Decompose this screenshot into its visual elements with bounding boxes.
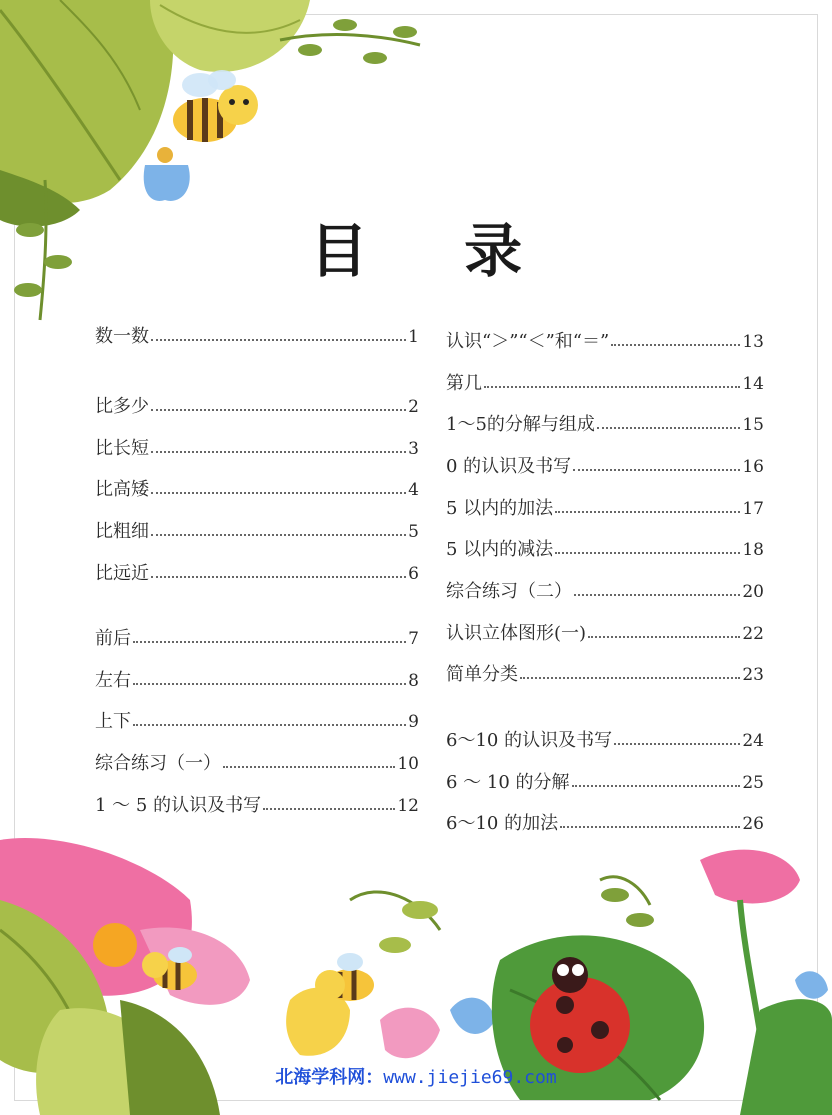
toc-entry[interactable] — [446, 494, 764, 524]
toc-entry-title: 比粗细 — [95, 521, 149, 542]
toc-entry[interactable] — [446, 726, 764, 756]
toc-entry-page: 17 — [742, 499, 764, 519]
toc-entry-title: 综合练习（一） — [95, 753, 221, 774]
dot-leader — [572, 785, 741, 787]
toc-entry-page: 14 — [742, 374, 764, 394]
toc-entry-title: 5 以内的加法 — [446, 498, 554, 519]
toc-entry-page: 24 — [742, 731, 764, 751]
toc-entry[interactable] — [446, 809, 764, 839]
toc-entry[interactable] — [95, 791, 419, 821]
toc-entry[interactable] — [446, 327, 764, 357]
dot-leader — [520, 677, 740, 679]
toc-entry-page: 20 — [742, 582, 764, 602]
dot-leader — [560, 826, 740, 828]
toc-entry-page: 18 — [742, 540, 764, 560]
dot-leader — [151, 409, 406, 411]
toc-entry-page: 1 — [408, 327, 419, 347]
toc-entry-page: 2 — [408, 397, 419, 417]
toc-entry-page: 26 — [742, 814, 764, 834]
toc-entry-page: 25 — [742, 773, 764, 793]
dot-leader — [597, 427, 740, 429]
toc-entry-title: 比远近 — [95, 563, 149, 584]
toc-entry-page: 12 — [397, 796, 419, 816]
toc-entry-page: 5 — [408, 522, 419, 542]
toc-entry-page: 22 — [742, 624, 764, 644]
toc-entry[interactable] — [95, 749, 419, 779]
dot-leader — [573, 469, 740, 471]
toc-entry-title: 1～5的分解与组成 — [446, 414, 595, 435]
toc-entry-title: 1 ～ 5 的认识及书写 — [95, 795, 262, 816]
toc-entry-page: 15 — [742, 415, 764, 435]
toc-entry-title: 数一数 — [95, 326, 149, 347]
toc-entry[interactable] — [95, 475, 419, 505]
dot-leader — [555, 511, 740, 513]
toc-entry[interactable] — [446, 369, 764, 399]
toc-entry[interactable] — [446, 577, 764, 607]
toc-entry-title: 6～10 的加法 — [446, 813, 559, 834]
dot-leader — [555, 552, 740, 554]
toc-entry[interactable] — [446, 768, 764, 798]
toc-entry-page: 8 — [408, 671, 419, 691]
toc-entry-title: 认识“＞”“＜”和“＝” — [446, 331, 610, 352]
toc-entry-page: 13 — [742, 332, 764, 352]
bee-bottom-center — [315, 953, 374, 1001]
toc-entry[interactable] — [95, 707, 419, 737]
toc-entry-title: 5 以内的减法 — [446, 539, 554, 560]
toc-entry-title: 比多少 — [95, 396, 149, 417]
dot-leader — [263, 808, 395, 810]
watermark-url[interactable]: www.jiejie69.com — [383, 1067, 557, 1088]
dot-leader — [574, 594, 740, 596]
toc-entry[interactable] — [95, 666, 419, 696]
toc-entry[interactable] — [446, 535, 764, 565]
toc-entry[interactable] — [95, 322, 419, 352]
toc-entry-title: 简单分类 — [446, 664, 518, 685]
dot-leader — [133, 641, 406, 643]
dot-leader — [133, 724, 406, 726]
toc-entry[interactable] — [95, 624, 419, 654]
watermark-footer — [0, 1063, 832, 1089]
toc-entry-title: 综合练习（二） — [446, 581, 572, 602]
toc-entry-title: 比长短 — [95, 438, 149, 459]
dot-leader — [151, 576, 406, 578]
dot-leader — [614, 743, 740, 745]
toc-entry-title: 上下 — [95, 711, 131, 732]
dot-leader — [151, 534, 406, 536]
page-title: 目 录 — [309, 217, 561, 285]
toc-entry-page: 9 — [408, 712, 419, 732]
toc-entry[interactable] — [446, 452, 764, 482]
dot-leader — [133, 683, 406, 685]
toc-entry[interactable] — [95, 559, 419, 589]
toc-entry[interactable] — [95, 434, 419, 464]
toc-entry-title: 6 ～ 10 的分解 — [446, 772, 570, 793]
dot-leader — [484, 386, 740, 388]
toc-entry-page: 10 — [397, 754, 419, 774]
toc-entry[interactable] — [95, 517, 419, 547]
toc-entry-page: 3 — [408, 439, 419, 459]
toc-entry-page: 4 — [408, 480, 419, 500]
toc-entry-title: 比高矮 — [95, 479, 149, 500]
dot-leader — [223, 766, 395, 768]
watermark-site-name: 北海学科网： — [275, 1067, 384, 1088]
toc-entry-title: 6～10 的认识及书写 — [446, 730, 613, 751]
toc-entry-title: 认识立体图形(一) — [446, 623, 587, 644]
dot-leader — [588, 636, 740, 638]
toc-entry-page: 16 — [742, 457, 764, 477]
toc-entry[interactable] — [446, 410, 764, 440]
toc-entry-title: 0 的认识及书写 — [446, 456, 572, 477]
bluebell-flower — [144, 147, 190, 201]
toc-entry-page: 6 — [408, 564, 419, 584]
dot-leader — [151, 339, 406, 341]
dot-leader — [151, 492, 406, 494]
toc-entry-title: 前后 — [95, 628, 131, 649]
bee-top — [173, 70, 258, 142]
toc-entry-page: 7 — [408, 629, 419, 649]
toc-entry-title: 第几 — [446, 373, 482, 394]
toc-entry[interactable] — [446, 619, 764, 649]
dot-leader — [151, 451, 406, 453]
dot-leader — [611, 344, 740, 346]
toc-entry-title: 左右 — [95, 670, 131, 691]
toc-entry[interactable] — [95, 392, 419, 422]
toc-entry-page: 23 — [742, 665, 764, 685]
toc-entry[interactable] — [446, 660, 764, 690]
